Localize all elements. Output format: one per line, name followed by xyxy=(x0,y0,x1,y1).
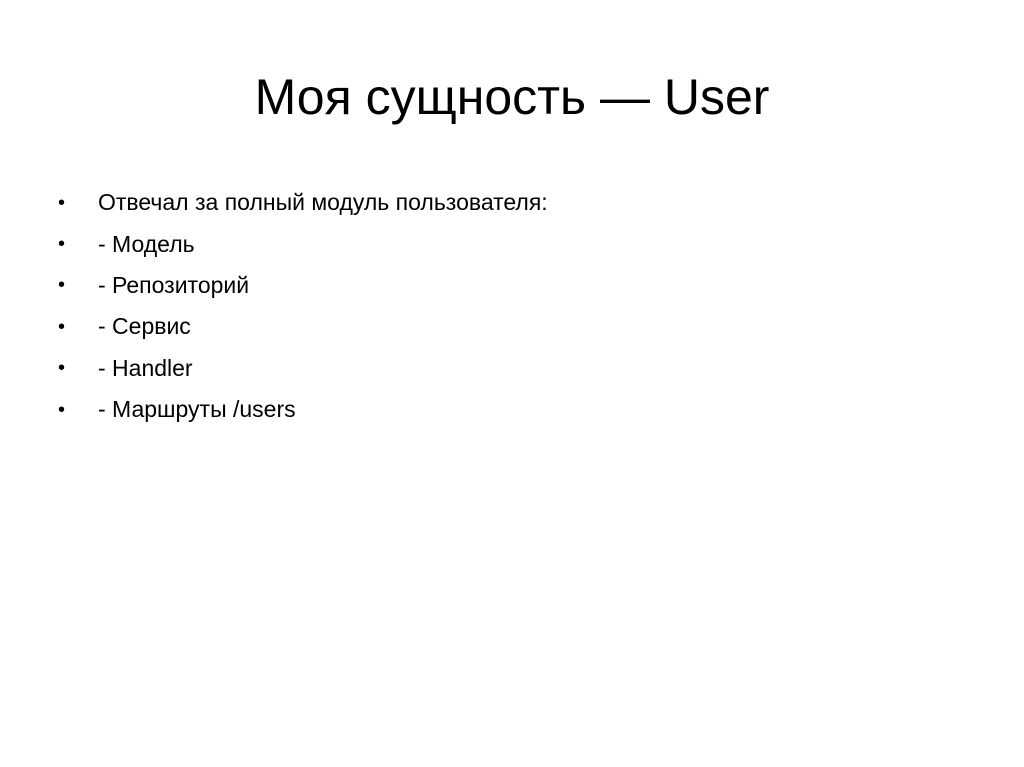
list-item xyxy=(58,348,548,389)
bullet-icon: • xyxy=(58,233,66,256)
list-item xyxy=(58,223,548,264)
bullet-text: - Репозиторий xyxy=(98,271,250,298)
bullet-text: - Маршруты /users xyxy=(98,396,296,423)
bullet-text: Отвечал за полный модуль пользователя: xyxy=(98,189,548,216)
bullet-icon: • xyxy=(58,315,66,338)
bullet-text: - Модель xyxy=(98,230,195,257)
bullet-text: - Handler xyxy=(98,354,193,381)
list-item xyxy=(58,265,548,306)
bullet-icon: • xyxy=(58,274,66,297)
bullet-text: - Сервис xyxy=(98,313,191,340)
bullet-icon: • xyxy=(58,357,66,380)
slide-title: Моя сущность — User xyxy=(254,69,770,125)
list-item xyxy=(58,389,548,430)
bullet-icon: • xyxy=(58,398,66,421)
bullet-list xyxy=(58,182,548,430)
bullet-icon: • xyxy=(58,191,66,214)
list-item xyxy=(58,306,548,347)
list-item xyxy=(58,182,548,223)
